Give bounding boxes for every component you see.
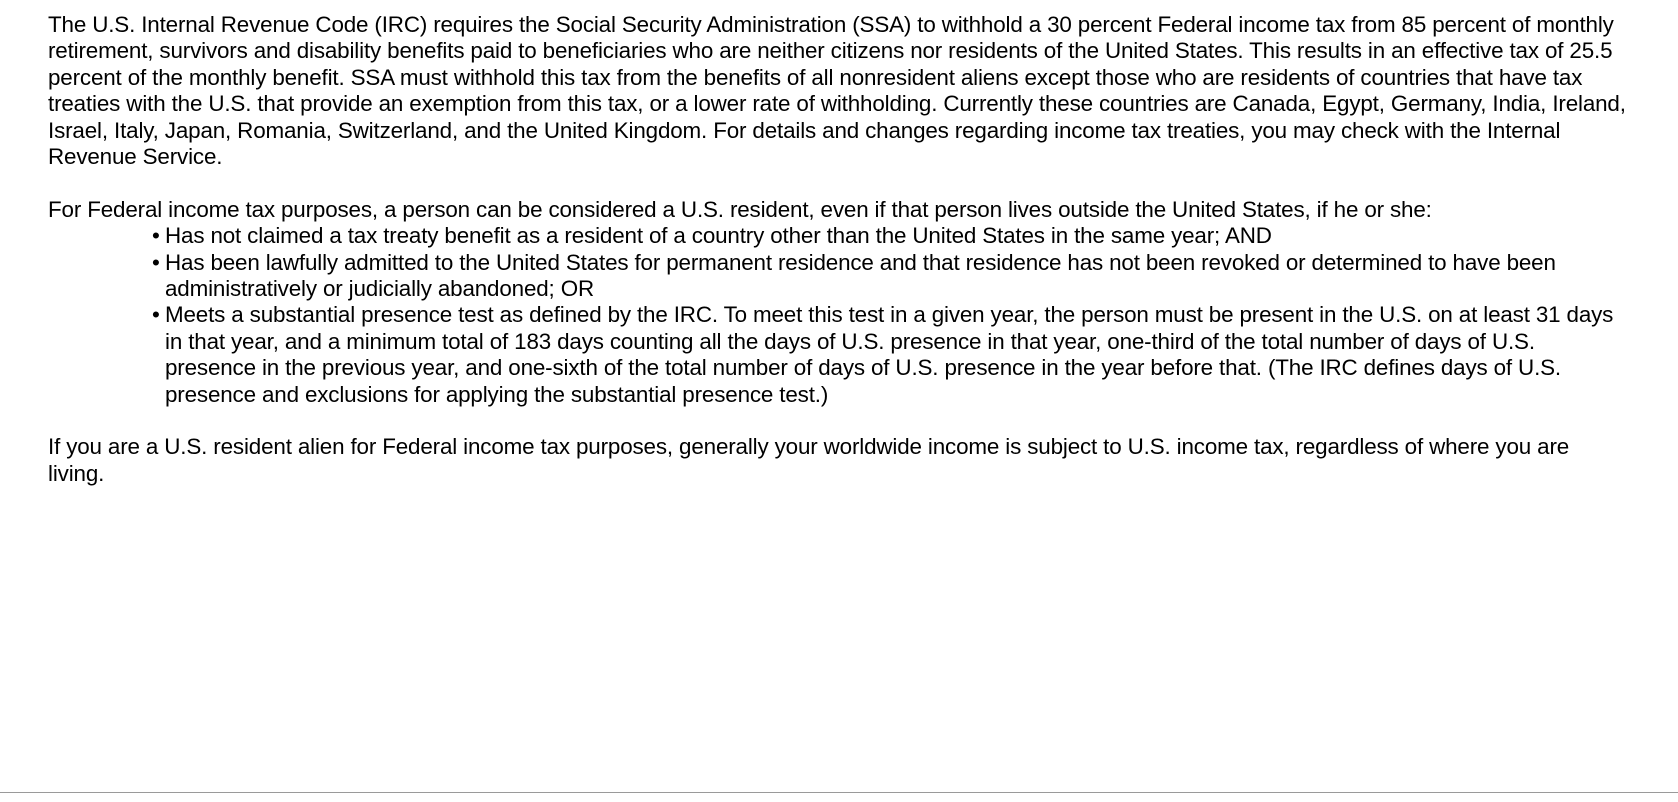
bullet-icon: • <box>152 223 160 249</box>
paragraph-spacer <box>48 170 1630 196</box>
list-item-text: Has been lawfully admitted to the United States for permanent residence and that residence has not been revoked or determined to have been administratively or judicially abandoned; OR <box>165 249 1556 302</box>
paragraph-irc-withholding: The U.S. Internal Revenue Code (IRC) requires the Social Security Administration (SSA) to withhold a 30 percent Federal income tax from 85 percent of monthly retirement, survivors and disability benefits paid to beneficiaries who are neither citizens nor residents of the United States. This results in an effective tax of 25.5 percent of the monthly benefit. SSA must withhold this tax from the benefits of all nonresident aliens except those who are residents of countries that have tax treaties with the U.S. that provide an exemption from this tax, or a lower rate of withholding. Currently these countries are Canada, Egypt, Germany, India, Ireland, Israel, Italy, Japan, Romania, Switzerland, and the United Kingdom. For details and changes regarding income tax treaties, you may check with the Internal Revenue Service. <box>48 12 1626 170</box>
paragraph-resident-definition-intro: For Federal income tax purposes, a person can be considered a U.S. resident, even if that person lives outside the United States, if he or she: <box>48 196 1432 222</box>
list-item <box>48 223 1630 249</box>
residency-criteria-list <box>48 223 1630 408</box>
paragraph-spacer <box>48 408 1630 434</box>
list-item-text: Meets a substantial presence test as defined by the IRC. To meet this test in a given year, the person must be present in the U.S. on at least 31 days in that year, and a minimum total of 183 days counting all the days of U.S. presence in that year, one-third of the total number of days of U.S. presence in the previous year, and one-sixth of the total number of days of U.S. presence in the year before that. (The IRC defines days of U.S. presence and exclusions for applying the substantial presence test.) <box>165 302 1614 407</box>
list-item-text: Has not claimed a tax treaty benefit as a resident of a country other than the United States in the same year; AND <box>165 223 1272 249</box>
document-body <box>48 12 1630 487</box>
list-item <box>48 302 1630 408</box>
paragraph-worldwide-income: If you are a U.S. resident alien for Federal income tax purposes, generally your worldwide income is subject to U.S. income tax, regardless of where you are living. <box>48 434 1570 486</box>
bullet-icon: • <box>152 249 160 275</box>
list-item <box>48 250 1630 303</box>
footer-divider <box>0 792 1678 793</box>
bullet-icon: • <box>152 302 160 328</box>
